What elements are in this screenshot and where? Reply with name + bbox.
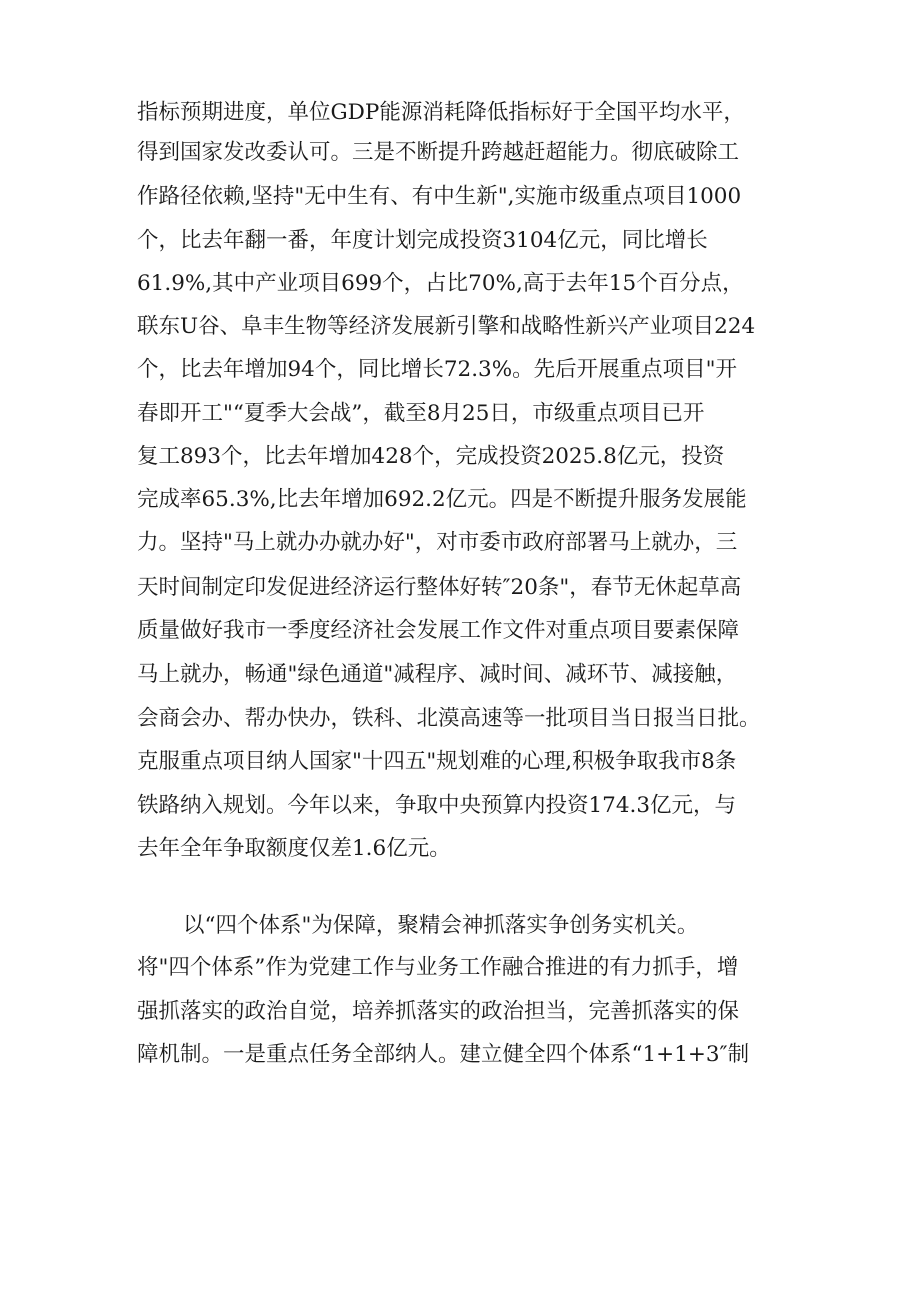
paragraph1-line-7: 个，比去年增加94个，同比增长72.3%。先后开展重点项目"开	[137, 357, 738, 382]
paragraph1-line-14: 马上就办，畅通"绿色通道"减程序、减时间、减环节、减接触，	[137, 662, 738, 687]
paragraph1-line-16: 克服重点项目纳人国家"十四五"规划难的心理,积极争取我市8条	[137, 749, 737, 774]
paragraph1-line-15: 会商会办、帮办快办，铁科、北漠高速等一批项目当日报当日批。	[137, 706, 761, 731]
paragraph1-line-18: 去年全年争取额度仅差1.6亿元。	[137, 836, 451, 861]
paragraph2-line-1: 以“四个体系"为保障，聚精会神抓落实争创务实机关。	[183, 913, 699, 938]
paragraph2-line-2: 将"四个体系”作为党建工作与业务工作融合推进的有力抓手，增	[137, 955, 739, 980]
paragraph1-line-4: 个，比去年翻一番，年度计划完成投资3104亿元，同比增长	[137, 228, 708, 253]
paragraph1-line-6: 联东U谷、阜丰生物等经济发展新引擎和战略性新兴产业项目224	[137, 314, 756, 339]
paragraph2-line-3: 强抓落实的政治自觉，培养抓落实的政治担当，完善抓落实的保	[137, 999, 740, 1024]
paragraph1-line-1: 指标预期进度，单位GDP能源消耗降低指标好于全国平均水平，	[137, 100, 745, 125]
paragraph1-line-8: 春即开工"“夏季大会战”，截至8月25日，市级重点项目已开	[137, 401, 705, 426]
paragraph1-line-5: 61.9%,其中产业项目699个，占比70%,高于去年15个百分点，	[137, 271, 744, 296]
paragraph1-line-13: 质量做好我市一季度经济社会发展工作文件对重点项目要素保障	[137, 618, 740, 643]
paragraph1-line-10: 完成率65.3%,比去年增加692.2亿元。四是不断提升服务发展能	[137, 487, 747, 512]
paragraph1-line-12: 天时间制定印发促进经济运行整体好转″20条"，春节无休起草高	[137, 575, 742, 600]
paragraph1-line-17: 铁路纳入规划。今年以来，争取中央预算内投资174.3亿元，与	[137, 793, 737, 818]
paragraph1-line-9: 复工893个，比去年增加428个，完成投资2025.8亿元，投资	[137, 444, 725, 469]
paragraph1-line-11: 力。坚持"马上就办办就办好"，对市委市政府部署马上就办，三	[137, 530, 738, 555]
paragraph1-line-3: 作路径依赖,坚持"无中生有、有中生新",实施市级重点项目1000	[137, 184, 742, 209]
paragraph1-line-2: 得到国家发改委认可。三是不断提升跨越赶超能力。彻底破除工	[137, 140, 740, 165]
paragraph2-line-4: 障机制。一是重点任务全部纳人。建立健全四个体系“1+1+3″制	[137, 1042, 750, 1067]
